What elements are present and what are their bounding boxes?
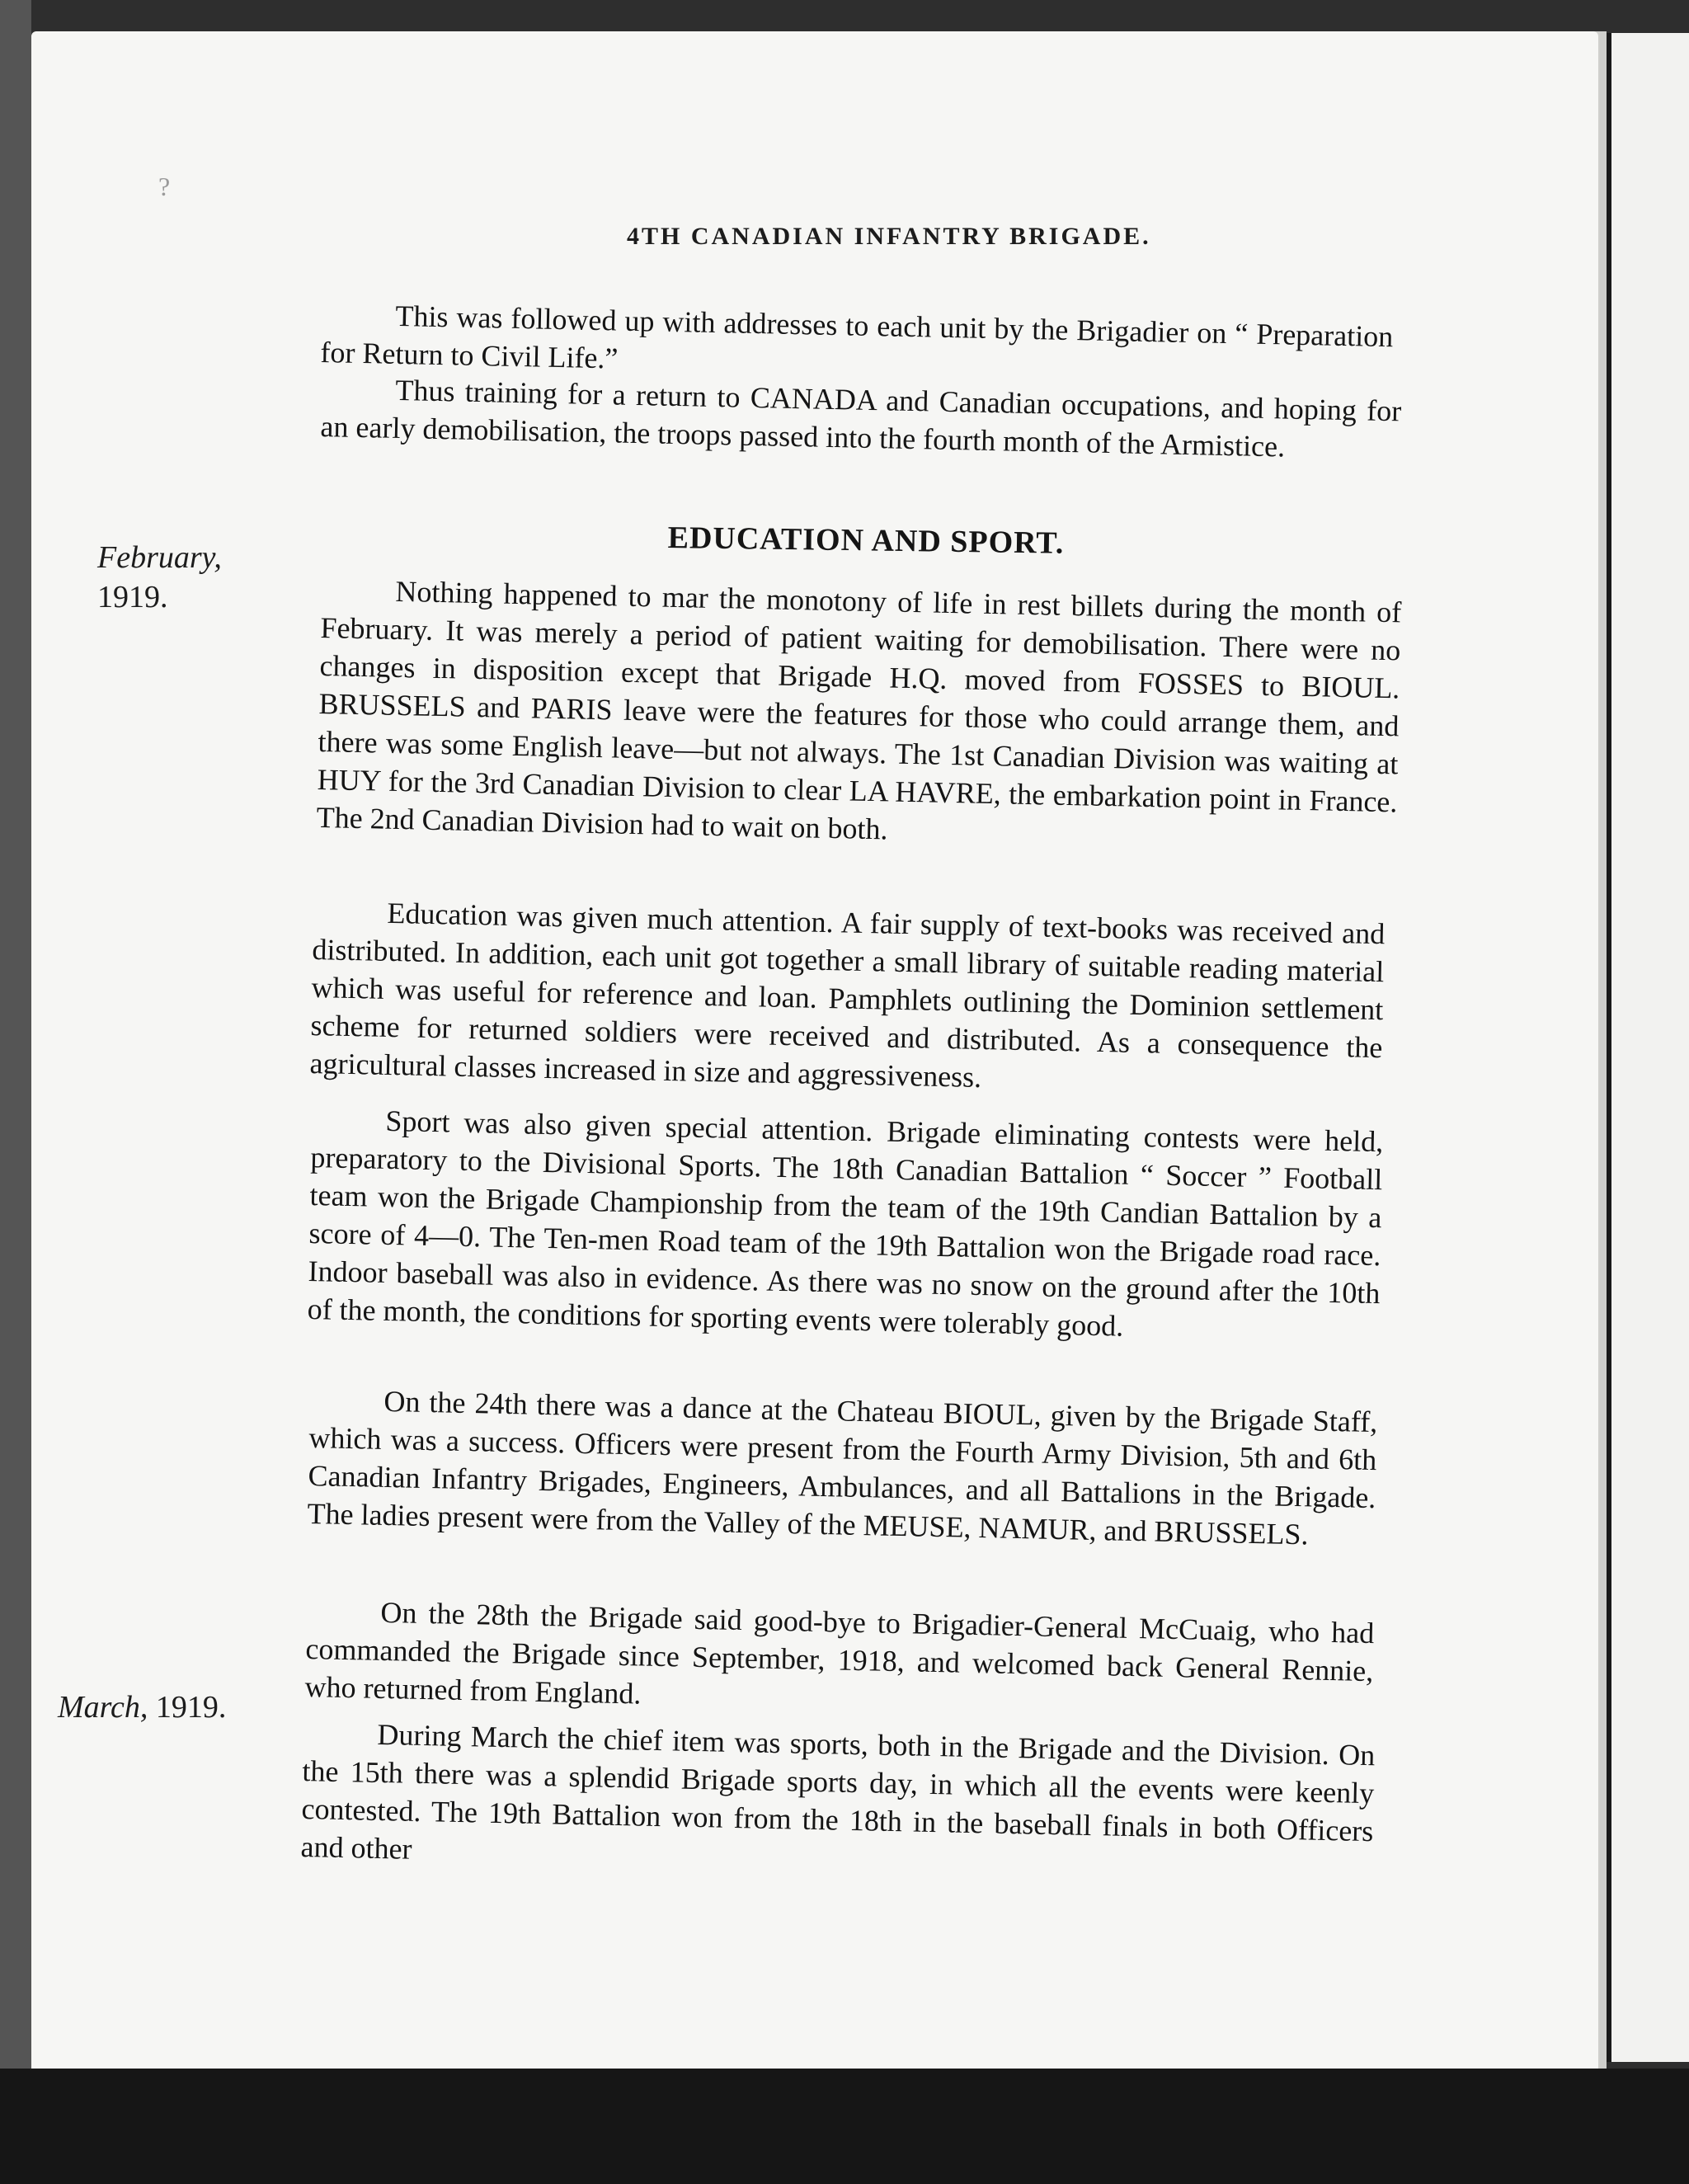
paragraph-brigadier: On the 28th the Brigade said good-bye to Brigadier-General McCuaig, who had commanded the Brigade since September, 1918, and welcomed back General Rennie, who returned from England. [304, 1595, 1375, 1711]
margin-note-month: February, [97, 540, 222, 575]
paragraph-dance: On the 24th there was a dance at the Chateau BIOUL, given by the Brigade Staff, which was a success. Officers were present from the Fourth Army Division, 5th and 6th Canadian Infantry Brigades, Engineers, Ambulances, and all Battalions in the Brigade. The ladies present were from the Valley of the MEUSE, NAMUR, and BRUSSELS. [307, 1384, 1378, 1551]
margin-note-year: 1919. [155, 1690, 227, 1725]
page-number-mark: ? [158, 172, 171, 201]
margin-note-march [58, 1687, 226, 1727]
paragraph-february: Nothing happened to mar the monotony of life in rest billets during the month of February. It was merely a period of patient waiting for demobilisation. There were no changes in disposition except that Brigade H.Q. moved from FOSSES to BIOUL. BRUSSELS and PARIS leave were the features for those who could arrange them, and there was some English leave—but not always. The 1st Canadian Division was waiting at HUY for the 3rd Canadian Division to clear LA HAVRE, the embarkation point in France. The 2nd Canadian Division had to wait on both. [316, 574, 1402, 846]
section-heading: EDUCATION AND SPORT. [667, 520, 1065, 561]
margin-note-year: 1919. [97, 580, 168, 614]
margin-note-february [97, 538, 222, 617]
paragraph-education: Education was given much attention. A fair supply of text-books was received and distributed. In addition, each unit got together a small library of suitable reading material which was useful for reference and loan. Pamphlets outlining the Dominion settlement scheme for returned soldiers were received and distributed. As a consequence the agricultural classes increased in size and aggressiveness. [309, 896, 1386, 1094]
paragraph-addresses: This was followed up with addresses to each unit by the Brigadier on “ Preparation for Return to Civil Life.” [320, 299, 1394, 375]
margin-note-month: March, [58, 1690, 148, 1725]
paragraph-training: Thus training for a return to CANADA and Canadian occupations, and hoping for an early demobilisation, the troops passed into the fourth month of the Armistice. [320, 373, 1402, 464]
running-head: 4TH CANADIAN INFANTRY BRIGADE. [627, 223, 1151, 250]
scan-bottom-band [0, 2069, 1689, 2184]
facing-page-edge [1607, 33, 1689, 2062]
book-cover-edge [0, 0, 31, 2184]
paragraph-sport: Sport was also given special attention. Brigade eliminating contests were held, preparatory to the Divisional Sports. The 18th Canadian Battalion “ Soccer ” Football team won the Brigade Championship from the team of the 19th Candian Battalion by a score of 4—0. The Ten-men Road team of the 19th Battalion won the Brigade road race. Indoor baseball was also in evidence. As there was no snow on the ground after the 10th of the month, the conditions for sporting events were tolerably good. [307, 1104, 1384, 1343]
paragraph-march: During March the chief item was sports, both in the Brigade and the Division. On the 15th there was a splendid Brigade sports day, in which all the events were keenly contested. The 19th Battalion won from the 18th in the baseball finals in both Officers and other [300, 1717, 1376, 1866]
